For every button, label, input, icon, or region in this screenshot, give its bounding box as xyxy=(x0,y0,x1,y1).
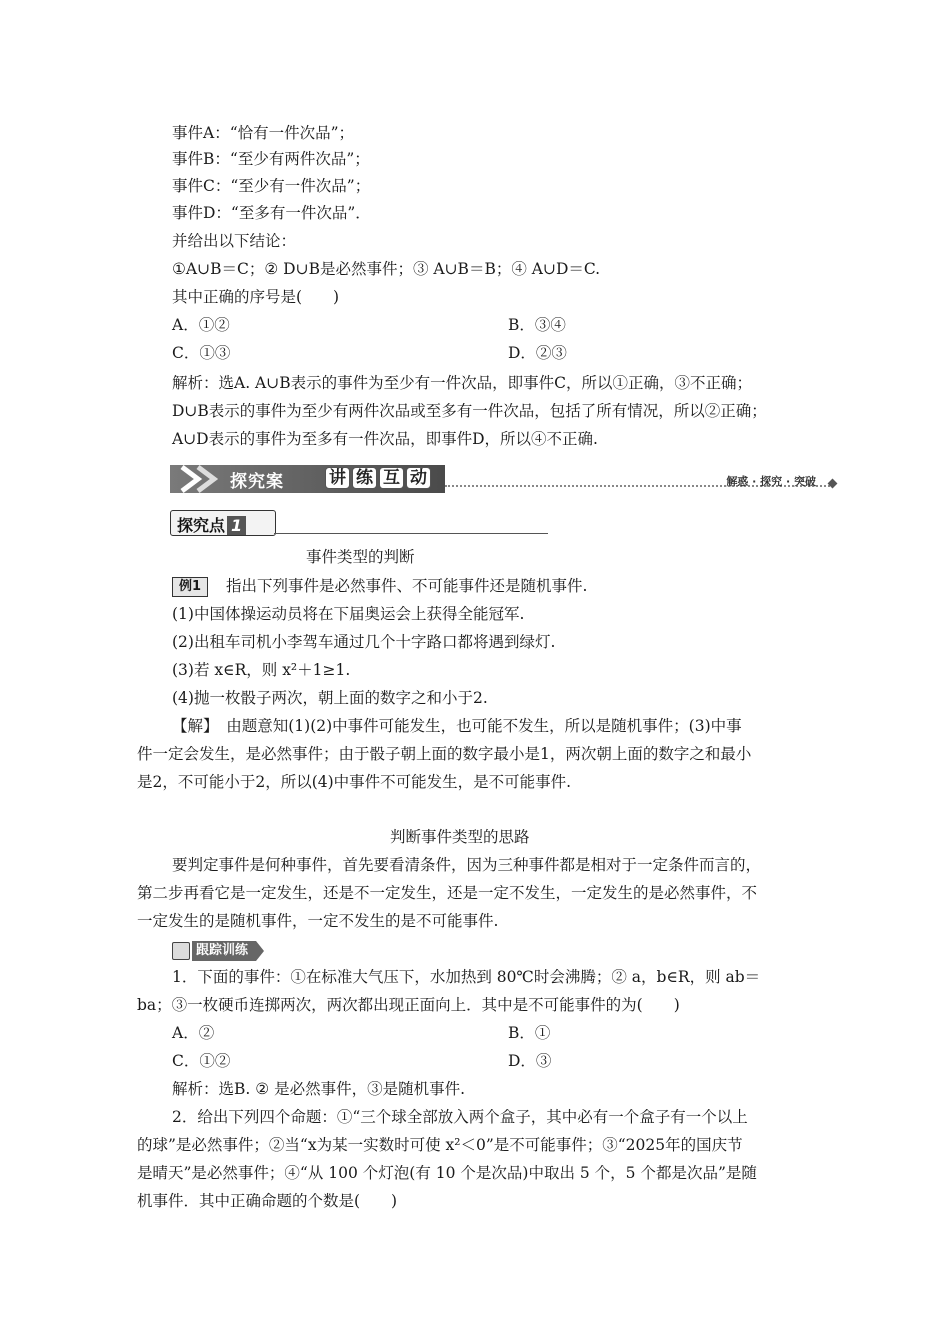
solution-line: 【解】 由题意知(1)(2)中事件可能发生，也可能不发生，所以是随机事件；(3)中事 xyxy=(172,717,742,735)
point-title: 事件类型的判断 xyxy=(306,548,415,566)
tag-label-text: 探究点 xyxy=(177,516,226,535)
example-item: (4)抛一枚骰子两次，朝上面的数字之和小于2. xyxy=(172,689,488,707)
method-title: 判断事件类型的思路 xyxy=(390,828,530,846)
q1-option-c: C．①② xyxy=(172,1052,231,1070)
option-a: A．①② xyxy=(172,316,230,334)
q2-line: 2．给出下列四个命题：①“三个球全部放入两个盒子，其中必有一个盒子有一个以上 xyxy=(172,1108,748,1126)
tag-box xyxy=(170,510,276,536)
banner-char: 动 xyxy=(406,467,431,489)
q1-option-b: B．① xyxy=(508,1024,551,1042)
banner-char: 练 xyxy=(352,467,377,489)
q1-line: ba；③一枚硬币连掷两次，两次都出现正面向上．其中是不可能事件的为( ) xyxy=(137,996,680,1014)
tag-underline xyxy=(274,533,548,534)
event-b: 事件B：“至少有两件次品”； xyxy=(172,150,370,168)
training-label: 跟踪训练 xyxy=(192,941,256,961)
option-b: B．③④ xyxy=(508,316,566,334)
solution-line: 件一定会发生，是必然事件；由于骰子朝上面的数字最小是1，两次朝上面的数字之和最小 xyxy=(137,745,752,763)
example-prompt: 指出下列事件是必然事件、不可能事件还是随机事件. xyxy=(226,577,588,595)
analysis-line: 解析：选A. A∪B表示的事件为至少有一件次品，即事件C，所以①正确，③不正确； xyxy=(172,374,752,392)
tag-label xyxy=(177,513,246,536)
q2-line: 的球”是必然事件；②当“x为某一实数时可使 x²＜0”是不可能事件；③“2025年的国庆节 xyxy=(137,1136,743,1154)
given-text: 并给出以下结论： xyxy=(172,232,297,250)
question: 其中正确的序号是( ) xyxy=(172,288,340,306)
example-item: (1)中国体操运动员将在下届奥运会上获得全能冠军. xyxy=(172,605,525,623)
banner-title: 探究案 xyxy=(230,472,284,492)
example-item: (3)若 x∈R，则 x²＋1≥1. xyxy=(172,661,351,679)
event-d: 事件D：“至多有一件次品”． xyxy=(172,204,371,222)
chevron-right-icon xyxy=(176,465,226,493)
method-line: 一定发生的是随机事件，一定不发生的是不可能事件. xyxy=(137,912,499,930)
event-a: 事件A：“恰有一件次品”； xyxy=(172,124,355,142)
solution-line: 是2，不可能小于2，所以(4)中事件不可能发生，是不可能事件. xyxy=(137,773,572,791)
option-d: D．②③ xyxy=(508,344,567,362)
banner-subtitle xyxy=(325,467,433,489)
q1-line: 1．下面的事件：①在标准大气压下，水加热到 80℃时会沸腾；② a，b∈R，则 ab＝ xyxy=(172,968,761,986)
q1-option-a: A．② xyxy=(172,1024,215,1042)
example-item: (2)出租车司机小李驾车通过几个十字路口都将遇到绿灯. xyxy=(172,633,556,651)
method-line: 第二步再看它是一定发生，还是不一定发生，还是一定不发生，一定发生的是必然事件，不 xyxy=(137,884,758,902)
q2-line: 是晴天”是必然事件；④“从 100 个灯泡(有 10 个是次品)中取出 5 个，5 个都是次品”是随 xyxy=(137,1164,757,1182)
section-banner xyxy=(170,463,838,497)
banner-right-text: 解惑 · 探究 · 突破 xyxy=(726,475,816,488)
example-tag: 例1 xyxy=(172,577,208,597)
explore-point-tag xyxy=(170,510,548,538)
event-c: 事件C：“至少有一件次品”； xyxy=(172,177,371,195)
option-c: C．①③ xyxy=(172,344,231,362)
method-line: 要判定事件是何种事件，首先要看清条件，因为三种事件都是相对于一定条件而言的， xyxy=(172,856,762,874)
analysis-line: A∪D表示的事件为至多有一件次品，即事件D，所以④不正确. xyxy=(172,430,598,448)
q2-line: 机事件．其中正确命题的个数是( ) xyxy=(137,1192,398,1210)
q1-analysis: 解析：选B. ② 是必然事件，③是随机事件. xyxy=(172,1080,465,1098)
conclusions: ①A∪B＝C；② D∪B是必然事件；③ A∪B＝B；④ A∪D＝C. xyxy=(172,260,601,278)
banner-char: 讲 xyxy=(325,467,350,489)
banner-char: 互 xyxy=(379,467,404,489)
q1-option-d: D．③ xyxy=(508,1052,552,1070)
analysis-line: D∪B表示的事件为至少有两件次品或至多有一件次品，包括了所有情况，所以②正确； xyxy=(172,402,767,420)
notebook-icon xyxy=(172,942,190,960)
training-tag xyxy=(172,941,260,961)
tag-number: 1 xyxy=(227,516,246,535)
